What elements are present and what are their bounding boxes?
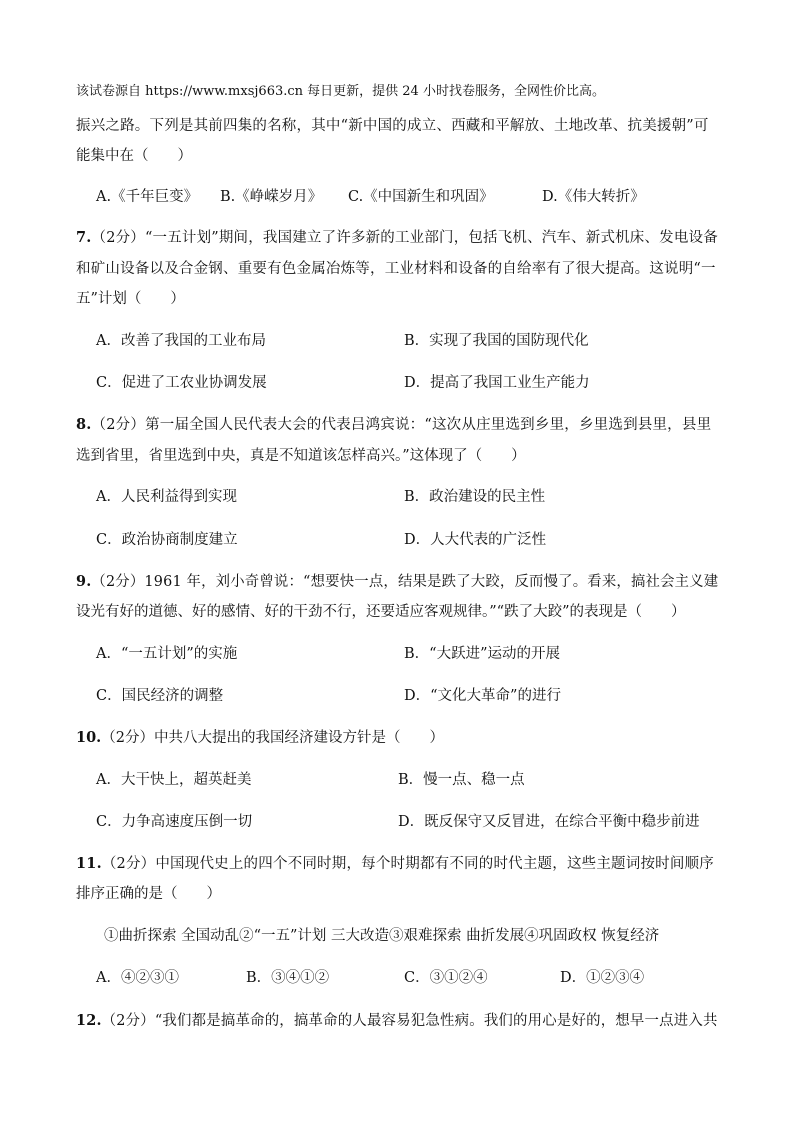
q11-option-a: A．④②③① [96,970,179,986]
q7-option-b: B．实现了我国的国防现代化 [404,333,589,349]
q7-option-a: A．改善了我国的工业布局 [96,333,266,349]
q11-option-b: B．③④①② [246,970,330,986]
q8-option-a: A．人民利益得到实现 [96,489,237,505]
q8-option-c: C．政治协商制度建立 [96,532,238,548]
q9-stem-line1 [76,572,718,592]
q11-option-d: D．①②③④ [560,970,645,986]
q8-option-b: B．政治建设的民主性 [404,489,546,505]
q6-option-d: D.《伟大转折》 [542,189,645,205]
q10-option-a: A．大干快上，超英赶美 [96,772,252,788]
q11-text: （2分）中国现代史上的四个不同时期，每个时期都有不同的时代主题，这些主题词按时间顺序 [101,856,714,872]
q8-text: （2分）第一届全国人民代表大会的代表吕鸿宾说：“这次从庄里选到乡里，乡里选到县里，县里 [91,417,712,433]
q9-option-a: A．“一五计划”的实施 [96,646,238,662]
q9-option-c: C．国民经济的调整 [96,688,224,704]
q10-option-b: B．慢一点、稳一点 [398,772,525,788]
q10-stem-line1 [76,728,444,748]
q7-stem-line2: 和矿山设备以及合金钢、重要有色金属冶炼等，工业材料和设备的自给率有了很大提高。这说明“一 [76,261,716,277]
q10-number: 10. [76,729,102,746]
q12-stem-line1 [76,1011,718,1031]
q6-option-a: A.《千年巨变》 [96,189,199,205]
q9-option-d: D．“文化大革命”的进行 [404,688,561,704]
q11-number: 11. [76,855,102,872]
q8-stem-line1 [76,415,711,435]
q11-statements: ①曲折探索 全国动乱②“一五”计划 三大改造③艰难探索 曲折发展④巩固政权 恢复经济 [104,928,660,944]
q12-text: （2分）“我们都是搞革命的，搞革命的人最容易犯急性病。我们的用心是好的，想早一点进入共 [101,1013,718,1029]
q6-stem-line2: 能集中在（ ） [76,148,192,164]
q11-stem-line1 [76,854,714,874]
q8-stem-line2: 选到省里，省里选到中央，真是不知道该怎样高兴。”这体现了（ ） [76,448,526,464]
q8-option-d: D．人大代表的广泛性 [404,532,547,548]
q11-stem-line2: 排序正确的是（ ） [76,886,221,902]
q10-text: （2分）中共八大提出的我国经济建设方针是（ ） [101,730,444,746]
q10-option-d: D．既反保守又反冒进，在综合平衡中稳步前进 [398,814,700,830]
q8-number: 8. [76,416,92,433]
q12-number: 12. [76,1012,102,1029]
q9-number: 9. [76,573,92,590]
q7-text: （2分）“一五计划”期间，我国建立了许多新的工业部门，包括飞机、汽车、新式机床、发电设备 [91,230,718,246]
source-header: 该试卷源自 https://www.mxsj663.cn 每日更新，提供 24 小时找卷服务，全网性价比高。 [76,84,605,99]
q10-option-c: C．力争高速度压倒一切 [96,814,253,830]
q7-stem-line1 [76,228,718,248]
q7-option-d: D．提高了我国工业生产能力 [404,375,590,391]
q11-option-c: C．③①②④ [404,970,488,986]
q6-option-b: B.《峥嵘岁月》 [220,189,323,205]
q7-option-c: C．促进了工农业协调发展 [96,375,267,391]
q7-stem-line3: 五”计划（ ） [76,291,185,307]
q9-option-b: B．“大跃进”运动的开展 [404,646,560,662]
q6-stem-line1: 振兴之路。下列是其前四集的名称，其中“新中国的成立、西藏和平解放、土地改革、抗美援朝”可 [76,118,709,134]
q9-text: （2分）1961 年，刘小奇曾说：“想要快一点，结果是跌了大跤，反而慢了。看来，搞社会主义建 [91,574,719,590]
q9-stem-line2: 设光有好的道德、好的感情、好的干劲不行，还要适应客观规律。”“跌了大跤”的表现是（ ） [76,604,686,620]
q6-option-c: C.《中国新生和巩固》 [348,189,494,205]
q7-number: 7. [76,229,92,246]
